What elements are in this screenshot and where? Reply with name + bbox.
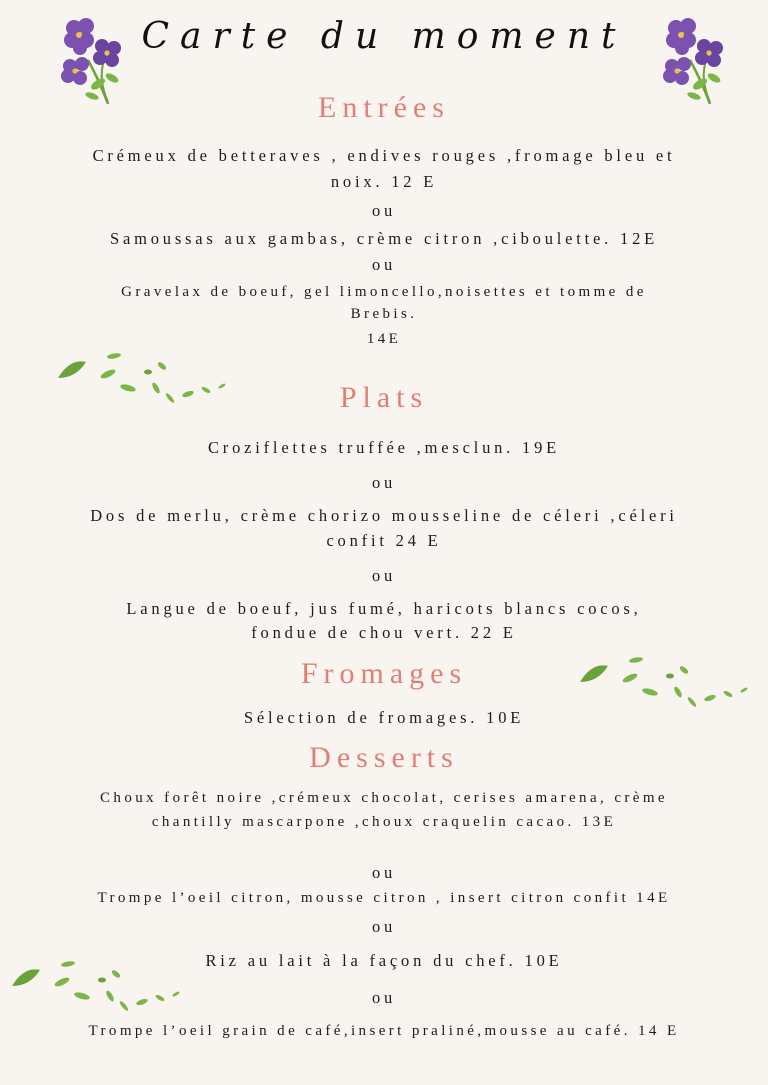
menu-item-line: Crémeux de betteraves , endives rouges ,fromage bleu et xyxy=(92,146,676,165)
separator-text: ou xyxy=(371,988,397,1007)
menu-item-line: Dos de merlu, crème chorizo mousseline de céleri ,céleri xyxy=(90,506,678,525)
separator-text: ou xyxy=(371,255,397,274)
menu-item-line: fondue de chou vert. 22 E xyxy=(251,623,517,642)
menu-item-line: Trompe l’oeil grain de café,insert praliné,mousse au café. 14 E xyxy=(88,1023,680,1039)
separator-text: ou xyxy=(371,917,397,936)
menu-item-line: Langue de boeuf, jus fumé, haricots blancs cocos, xyxy=(126,599,642,618)
menu-item-line: Croziflettes truffée ,mesclun. 19E xyxy=(207,438,561,457)
section-heading-plats: Plats xyxy=(339,381,429,414)
menu-item-line: Samoussas aux gambas, crème citron ,ciboulette. 12E xyxy=(110,229,658,248)
menu-item-line: Brebis. xyxy=(350,306,418,322)
separator-text: ou xyxy=(371,863,397,882)
menu-item-line: chantilly mascarpone ,choux craquelin cacao. 13E xyxy=(151,814,617,830)
menu-item-line: confit 24 E xyxy=(326,531,442,550)
section-heading-fromages: Fromages xyxy=(300,657,468,690)
section-heading-entrees: Entrées xyxy=(318,91,450,124)
menu-item-line: Sélection de fromages. 10E xyxy=(243,708,525,727)
menu-item-line: Choux forêt noire ,crémeux chocolat, cerises amarena, crème xyxy=(100,790,668,806)
menu-item-line: Trompe l’oeil citron, mousse citron , insert citron confit 14E xyxy=(97,890,671,906)
separator-text: ou xyxy=(371,201,397,220)
menu-item-line: Riz au lait à la façon du chef. 10E xyxy=(205,951,563,970)
separator-text: ou xyxy=(371,566,397,585)
menu-item-line: noix. 12 E xyxy=(330,172,438,191)
menu-item-line: 14E xyxy=(366,331,402,347)
separator-text: ou xyxy=(371,473,397,492)
page-title: Carte du moment xyxy=(141,16,627,57)
menu-item-line: Gravelax de boeuf, gel limoncello,noisettes et tomme de xyxy=(121,284,647,300)
section-heading-desserts: Desserts xyxy=(309,741,459,774)
